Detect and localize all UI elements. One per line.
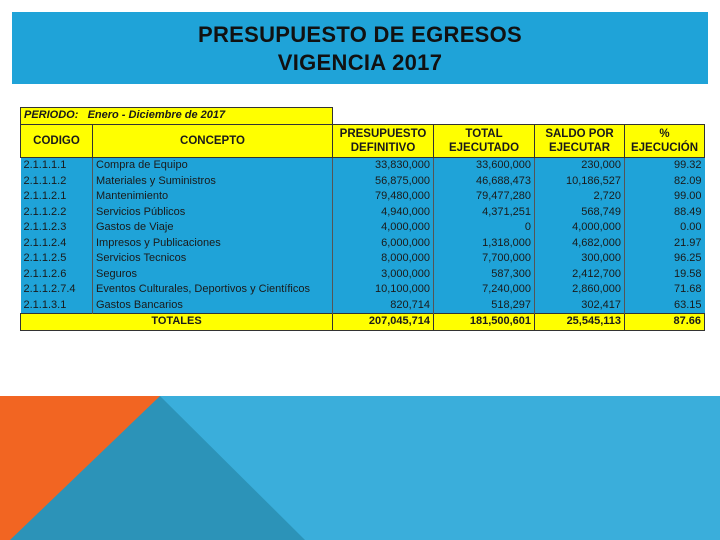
- cell-pct: 99.00: [625, 189, 705, 205]
- cell-ejecutado: 4,371,251: [434, 205, 535, 221]
- cell-saldo: 2,412,700: [535, 267, 625, 283]
- cell-concepto: Gastos Bancarios: [93, 298, 333, 314]
- cell-saldo: 2,720: [535, 189, 625, 205]
- cell-presupuesto: 8,000,000: [333, 251, 434, 267]
- slide-title-line1: PRESUPUESTO DE EGRESOS: [197, 22, 523, 47]
- cell-concepto: Compra de Equipo: [93, 158, 333, 174]
- cell-codigo: 2.1.1.2.1: [21, 189, 93, 205]
- table-row: [21, 298, 705, 314]
- cell-saldo: 2,860,000: [535, 282, 625, 298]
- totals-label: TOTALES: [21, 314, 333, 331]
- cell-pct: 71.68: [625, 282, 705, 298]
- periodo-value: Enero - Diciembre de 2017: [87, 109, 226, 122]
- table-row: [21, 236, 705, 252]
- cell-presupuesto: 4,000,000: [333, 220, 434, 236]
- cell-codigo: 2.1.1.2.7.4: [21, 282, 93, 298]
- table-row: [21, 158, 705, 174]
- cell-codigo: 2.1.1.1.1: [21, 158, 93, 174]
- header-pct: % EJECUCIÓN: [625, 125, 705, 158]
- header-presupuesto: PRESUPUESTO DEFINITIVO: [333, 125, 434, 158]
- cell-presupuesto: 33,830,000: [333, 158, 434, 174]
- cell-pct: 82.09: [625, 174, 705, 190]
- periodo-blank: [333, 108, 705, 125]
- header-saldo: SALDO POR EJECUTAR: [535, 125, 625, 158]
- totals-row: [21, 314, 705, 331]
- totals-ejecutado: 181,500,601: [434, 314, 535, 331]
- cell-pct: 19.58: [625, 267, 705, 283]
- cell-saldo: 230,000: [535, 158, 625, 174]
- cell-saldo: 4,682,000: [535, 236, 625, 252]
- table-row: [21, 267, 705, 283]
- cell-concepto: Gastos de Viaje: [93, 220, 333, 236]
- cell-codigo: 2.1.1.2.5: [21, 251, 93, 267]
- cell-ejecutado: 33,600,000: [434, 158, 535, 174]
- cell-concepto: Seguros: [93, 267, 333, 283]
- cell-concepto: Eventos Culturales, Deportivos y Científicos: [93, 282, 333, 298]
- cell-saldo: 568,749: [535, 205, 625, 221]
- cell-saldo: 4,000,000: [535, 220, 625, 236]
- cell-saldo: 302,417: [535, 298, 625, 314]
- cell-concepto: Servicios Públicos: [93, 205, 333, 221]
- cell-pct: 99.32: [625, 158, 705, 174]
- totals-saldo: 25,545,113: [535, 314, 625, 331]
- budget-table: [20, 107, 705, 331]
- title-banner: [12, 12, 708, 84]
- periodo-label: PERIODO:: [24, 109, 79, 122]
- cell-presupuesto: 79,480,000: [333, 189, 434, 205]
- table-row: [21, 205, 705, 221]
- cell-concepto: Impresos y Publicaciones: [93, 236, 333, 252]
- cell-presupuesto: 4,940,000: [333, 205, 434, 221]
- cell-presupuesto: 56,875,000: [333, 174, 434, 190]
- cell-ejecutado: 46,688,473: [434, 174, 535, 190]
- cell-presupuesto: 10,100,000: [333, 282, 434, 298]
- header-ejecutado: TOTAL EJECUTADO: [434, 125, 535, 158]
- budget-table-container: [20, 107, 704, 331]
- totals-pct: 87.66: [625, 314, 705, 331]
- decorative-corner-graphic: [0, 396, 720, 540]
- cell-codigo: 2.1.1.2.2: [21, 205, 93, 221]
- slide-title-line2: VIGENCIA 2017: [277, 50, 443, 75]
- cell-codigo: 2.1.1.2.6: [21, 267, 93, 283]
- cell-ejecutado: 518,297: [434, 298, 535, 314]
- cell-ejecutado: 1,318,000: [434, 236, 535, 252]
- periodo-row: [21, 108, 705, 125]
- cell-pct: 96.25: [625, 251, 705, 267]
- cell-presupuesto: 6,000,000: [333, 236, 434, 252]
- cell-pct: 88.49: [625, 205, 705, 221]
- cell-codigo: 2.1.1.3.1: [21, 298, 93, 314]
- cell-concepto: Mantenimiento: [93, 189, 333, 205]
- cell-presupuesto: 820,714: [333, 298, 434, 314]
- cell-ejecutado: 7,700,000: [434, 251, 535, 267]
- header-row: [21, 125, 705, 158]
- cell-ejecutado: 587,300: [434, 267, 535, 283]
- cell-codigo: 2.1.1.2.3: [21, 220, 93, 236]
- table-row: [21, 251, 705, 267]
- cell-concepto: Servicios Tecnicos: [93, 251, 333, 267]
- cell-saldo: 10,186,527: [535, 174, 625, 190]
- cell-ejecutado: 79,477,280: [434, 189, 535, 205]
- cell-codigo: 2.1.1.1.2: [21, 174, 93, 190]
- cell-saldo: 300,000: [535, 251, 625, 267]
- cell-ejecutado: 7,240,000: [434, 282, 535, 298]
- cell-pct: 0.00: [625, 220, 705, 236]
- table-row: [21, 174, 705, 190]
- table-row: [21, 282, 705, 298]
- periodo-cell: [21, 108, 333, 125]
- header-codigo: CODIGO: [21, 125, 93, 158]
- cell-codigo: 2.1.1.2.4: [21, 236, 93, 252]
- cell-pct: 63.15: [625, 298, 705, 314]
- totals-presupuesto: 207,045,714: [333, 314, 434, 331]
- cell-presupuesto: 3,000,000: [333, 267, 434, 283]
- cell-pct: 21.97: [625, 236, 705, 252]
- header-concepto: CONCEPTO: [93, 125, 333, 158]
- table-row: [21, 189, 705, 205]
- cell-concepto: Materiales y Suministros: [93, 174, 333, 190]
- cell-ejecutado: 0: [434, 220, 535, 236]
- table-row: [21, 220, 705, 236]
